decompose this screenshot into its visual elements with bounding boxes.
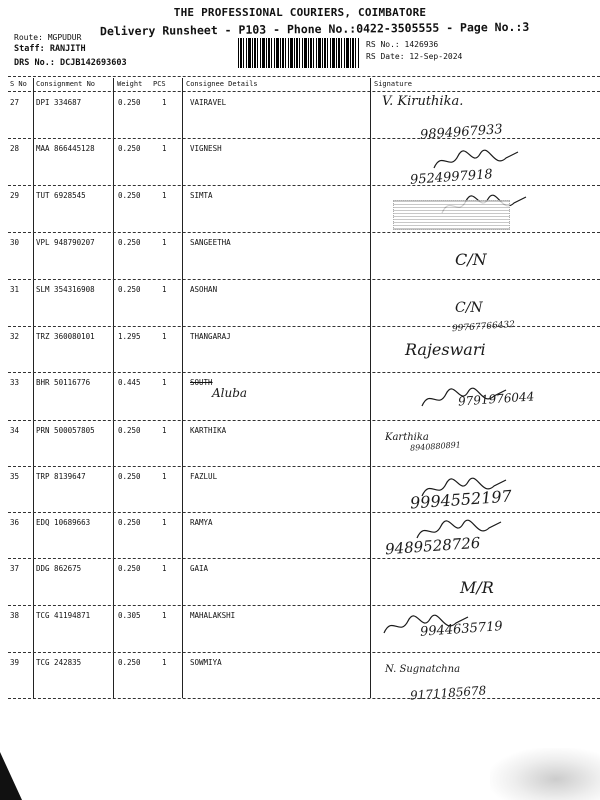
signature-scribble (420, 476, 510, 502)
row-divider (8, 185, 600, 186)
handwritten-phone-number: 9171185678 (409, 683, 487, 703)
row-consignee: ASOHAN (190, 285, 218, 294)
row-consignment-no: TRP 8139647 (36, 472, 86, 481)
row-sno: 36 (10, 518, 20, 527)
row-sno: 34 (10, 426, 20, 435)
handwritten-signature: N. Sugnatchna (385, 664, 461, 675)
row-consignee: FAZLUL (190, 472, 218, 481)
handwritten-phone-number: 9994552197 (409, 486, 513, 513)
signature-scribble (415, 518, 505, 544)
handwritten-phone-number: 9524997918 (409, 167, 494, 188)
row-divider (8, 279, 600, 280)
signature-scribble (420, 386, 510, 412)
row-consignee: MAHALAKSHI (190, 611, 236, 620)
row-consignee: THANGARAJ (190, 332, 231, 341)
row-pcs: 1 (162, 611, 167, 620)
row-divider (8, 420, 600, 421)
row-consignee: KARTHIKA (190, 426, 227, 435)
row-weight: 1.295 (118, 332, 141, 341)
route-label: Route: MGPUDUR (14, 33, 82, 42)
row-consignment-no: TCG 242835 (36, 658, 82, 667)
row-consignee: SOWMIYA (190, 658, 222, 667)
row-pcs: 1 (162, 332, 167, 341)
row-pcs: 1 (162, 144, 167, 153)
handwritten-phone-number: 9791976044 (457, 389, 535, 409)
column-header-consignment: Consignment No (36, 80, 96, 88)
drs-number: DRS No.: DCJB142693603 (14, 58, 127, 68)
row-consignee: VIGNESH (190, 144, 222, 153)
row-sno: 35 (10, 472, 20, 481)
row-weight: 0.250 (118, 285, 141, 294)
row-consignee: RAMYA (190, 518, 213, 527)
row-pcs: 1 (162, 564, 167, 573)
row-pcs: 1 (162, 472, 167, 481)
row-divider (8, 605, 600, 606)
row-weight: 0.250 (118, 98, 141, 107)
handwritten-signature: V. Kiruthika. (382, 94, 464, 109)
staff-label: Staff: RANJITH (14, 44, 86, 54)
signature-scribble (432, 148, 522, 174)
scan-smudge (490, 748, 600, 800)
row-weight: 0.305 (118, 611, 141, 620)
row-consignee: SOUTH (190, 378, 213, 387)
row-pcs: 1 (162, 191, 167, 200)
row-sno: 32 (10, 332, 20, 341)
row-weight: 0.250 (118, 472, 141, 481)
row-weight: 0.250 (118, 144, 141, 153)
rs-number: RS No.: 1426936 (366, 40, 439, 49)
row-weight: 0.250 (118, 564, 141, 573)
row-divider (8, 138, 600, 139)
row-pcs: 1 (162, 518, 167, 527)
stamp-mark (393, 200, 510, 230)
document-title: THE PROFESSIONAL COURIERS, COIMBATORE (173, 6, 427, 19)
row-weight: 0.445 (118, 378, 141, 387)
row-weight: 0.250 (118, 426, 141, 435)
row-pcs: 1 (162, 426, 167, 435)
row-sno: 27 (10, 98, 20, 107)
table-top-border (8, 76, 600, 77)
row-divider (8, 466, 600, 467)
row-divider (8, 652, 600, 653)
row-consignment-no: BHR 50116776 (36, 378, 91, 387)
handwritten-phone-number: 9944635719 (419, 619, 504, 640)
rs-date: RS Date: 12-Sep-2024 (366, 52, 463, 61)
handwritten-signature: Karthika (385, 432, 429, 443)
row-consignee: GAIA (190, 564, 209, 573)
row-sno: 39 (10, 658, 20, 667)
row-consignee: VAIRAVEL (190, 98, 227, 107)
handwritten-phone-number: 8940880891 (409, 440, 462, 453)
barcode (238, 38, 360, 68)
row-divider (8, 232, 600, 233)
row-consignment-no: PRN 500057805 (36, 426, 95, 435)
handwritten-signature: C/N (455, 250, 487, 269)
row-sno: 31 (10, 285, 20, 294)
column-header-signature: Signature (374, 80, 412, 88)
row-consignee: SIMTA (190, 191, 213, 200)
row-sno: 30 (10, 238, 20, 247)
handwritten-phone-number: 99767766432 (451, 319, 516, 335)
handwritten-signature: M/R (460, 578, 494, 597)
row-consignment-no: EDQ 10689663 (36, 518, 91, 527)
column-header-pcs: PCS (153, 80, 166, 88)
consignee-handwritten-note: Aluba (212, 386, 248, 400)
handwritten-signature: C/N (455, 300, 483, 316)
column-header-sno: S No (10, 80, 27, 88)
row-sno: 29 (10, 191, 20, 200)
row-consignment-no: VPL 948790207 (36, 238, 95, 247)
row-divider (8, 372, 600, 373)
row-weight: 0.250 (118, 191, 141, 200)
row-weight: 0.250 (118, 518, 141, 527)
signature-scribble (382, 613, 472, 639)
row-consignee: SANGEETHA (190, 238, 231, 247)
row-sno: 33 (10, 378, 20, 387)
row-consignment-no: TUT 6928545 (36, 191, 86, 200)
row-sno: 37 (10, 564, 20, 573)
row-pcs: 1 (162, 285, 167, 294)
row-consignment-no: MAA 866445128 (36, 144, 95, 153)
column-header-consignee: Consignee Details (186, 80, 258, 88)
row-weight: 0.250 (118, 238, 141, 247)
row-pcs: 1 (162, 378, 167, 387)
row-divider (8, 558, 600, 559)
row-pcs: 1 (162, 658, 167, 667)
row-divider (8, 698, 600, 699)
header-divider (8, 91, 600, 92)
row-consignment-no: SLM 354316908 (36, 285, 95, 294)
handwritten-phone-number: 9489528726 (384, 533, 481, 559)
handwritten-phone-number: 9894967933 (419, 122, 504, 143)
row-consignment-no: DDG 862675 (36, 564, 82, 573)
row-divider (8, 326, 600, 327)
row-sno: 38 (10, 611, 20, 620)
row-consignment-no: TCG 41194871 (36, 611, 91, 620)
handwritten-signature: Rajeswari (405, 340, 486, 359)
row-consignment-no: TRZ 360080101 (36, 332, 95, 341)
row-sno: 28 (10, 144, 20, 153)
row-pcs: 1 (162, 238, 167, 247)
row-divider (8, 512, 600, 513)
row-consignment-no: DPI 334687 (36, 98, 82, 107)
row-weight: 0.250 (118, 658, 141, 667)
row-pcs: 1 (162, 98, 167, 107)
page-corner-shadow (0, 752, 22, 800)
runsheet-subtitle: Delivery Runsheet - P103 - Phone No.:0422-3505555 - Page No.:3 (99, 19, 530, 39)
column-header-weight: Weight (117, 80, 143, 88)
